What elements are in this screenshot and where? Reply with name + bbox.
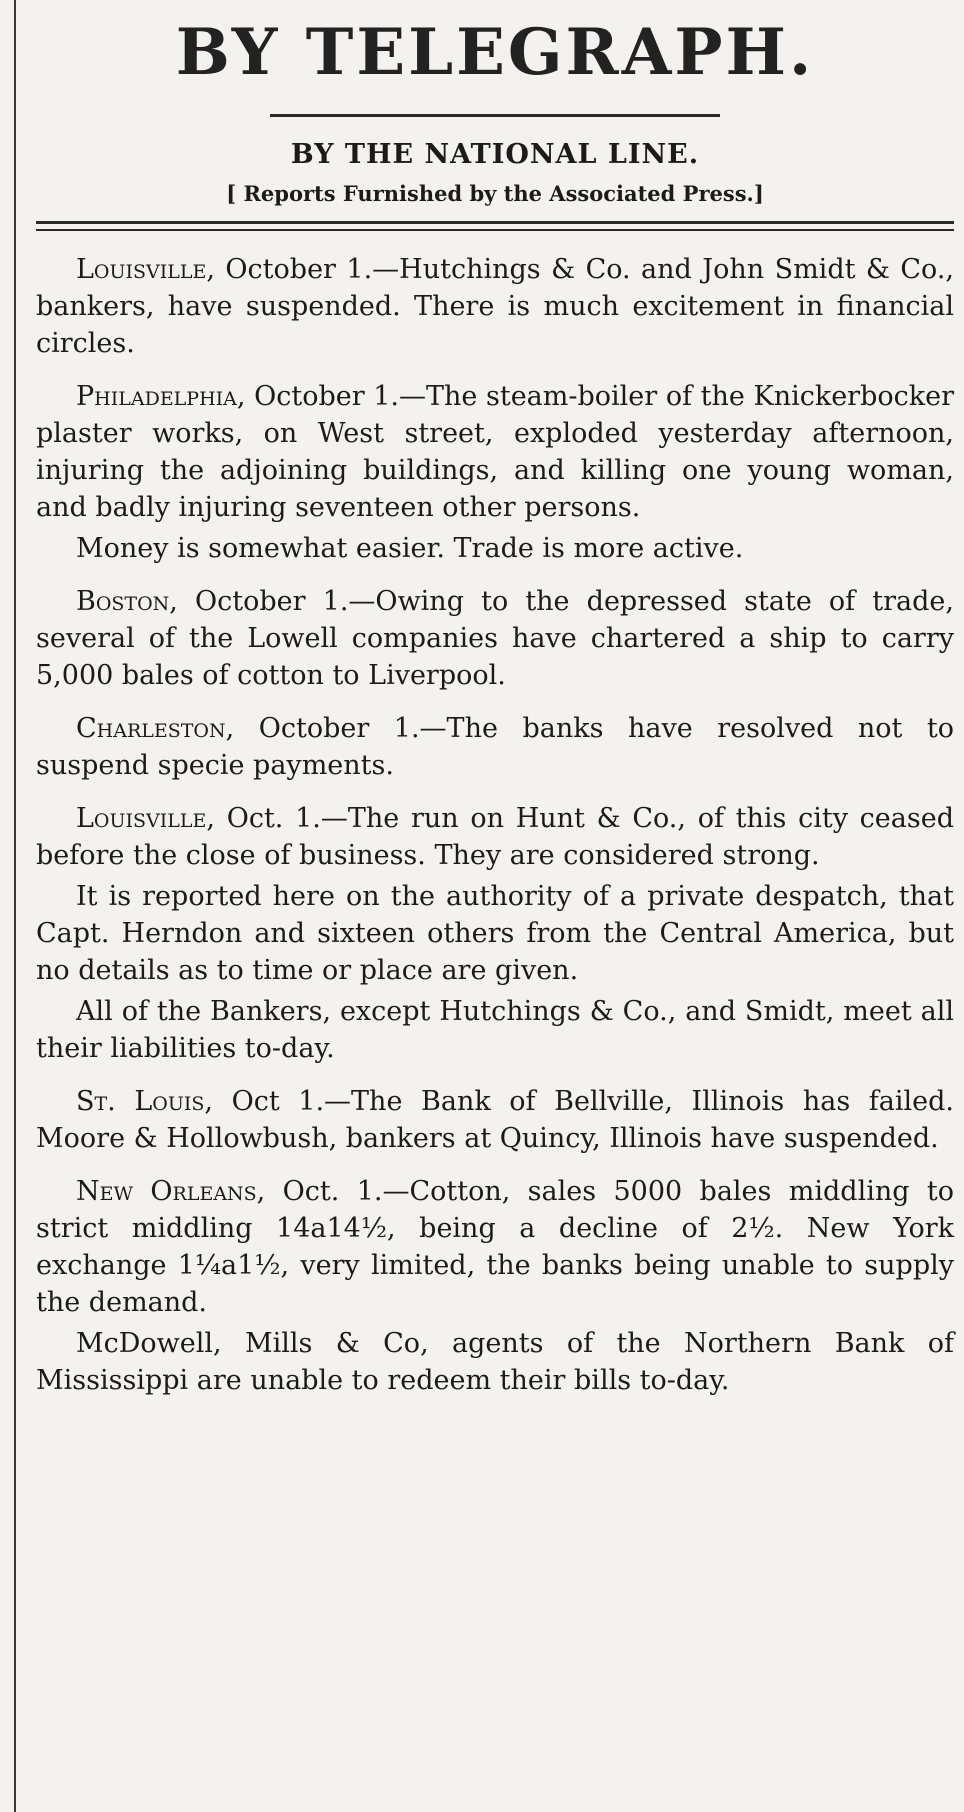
dateline: Louisville, — [76, 803, 215, 834]
subheadline: BY THE NATIONAL LINE. — [290, 139, 700, 170]
item-text: Oct 1.—The Bank of Bellville, Illinois has failed. Moore & Hollowbush, bankers at Quincy, Illinois have suspended. — [36, 1086, 954, 1154]
news-item — [36, 800, 954, 874]
dateline: Charleston, — [76, 713, 235, 744]
headline-divider — [270, 114, 720, 117]
press-credit: [ Reports Furnished by the Associated Press.] — [226, 181, 764, 206]
news-item — [36, 583, 954, 694]
news-item — [36, 530, 954, 567]
news-item — [36, 878, 954, 989]
dateline: New Orleans, — [76, 1176, 266, 1207]
double-divider — [36, 221, 954, 231]
news-item — [36, 251, 954, 362]
dateline: Boston, — [76, 586, 178, 617]
news-item — [36, 1173, 954, 1321]
item-text: All of the Bankers, except Hutchings & Co., and Smidt, meet all their liabilities to-day. — [36, 996, 954, 1064]
news-item — [36, 1083, 954, 1157]
news-item — [36, 1325, 954, 1399]
item-text: Oct. 1.—The run on Hunt & Co., of this city ceased before the close of business. They are considered strong. — [36, 803, 954, 871]
item-text: October 1.—The steam-boiler of the Knickerbocker plaster works, on West street, exploded yesterday afternoon, injuring the adjoining buildings, and killing one young woman, and badly injuring seventeen other persons. — [36, 381, 954, 523]
dateline: St. Louis, — [76, 1086, 213, 1117]
headline: BY TELEGRAPH. — [175, 15, 815, 90]
item-text: Money is somewhat easier. Trade is more active. — [76, 533, 744, 564]
column-rule — [14, 0, 16, 1812]
news-item — [36, 993, 954, 1067]
news-item — [36, 378, 954, 526]
item-text: October 1.—Owing to the depressed state of trade, several of the Lowell companies have chartered a ship to carry 5,000 bales of cotton to Liverpool. — [36, 586, 954, 691]
dateline: Philadelphia, — [76, 381, 246, 412]
news-item — [36, 710, 954, 784]
item-text: October 1.—The banks have resolved not to suspend specie payments. — [36, 713, 954, 781]
item-text: October 1.—Hutchings & Co. and John Smidt & Co., bankers, have suspended. There is much excitement in financial circles. — [36, 254, 954, 359]
article-column — [36, 0, 954, 1415]
item-text: McDowell, Mills & Co, agents of the Northern Bank of Mississippi are unable to redeem their bills to-day. — [36, 1328, 954, 1396]
item-text: It is reported here on the authority of a private despatch, that Capt. Herndon and sixteen others from the Central America, but no details as to time or place are given. — [36, 881, 954, 986]
article-body — [36, 251, 954, 1399]
item-text: Oct. 1.—Cotton, sales 5000 bales middling to strict middling 14a14½, being a decline of 2½. New York exchange 1¼a1½, very limited, the banks being unable to supply the demand. — [36, 1176, 954, 1318]
dateline: Louisville, — [76, 254, 215, 285]
